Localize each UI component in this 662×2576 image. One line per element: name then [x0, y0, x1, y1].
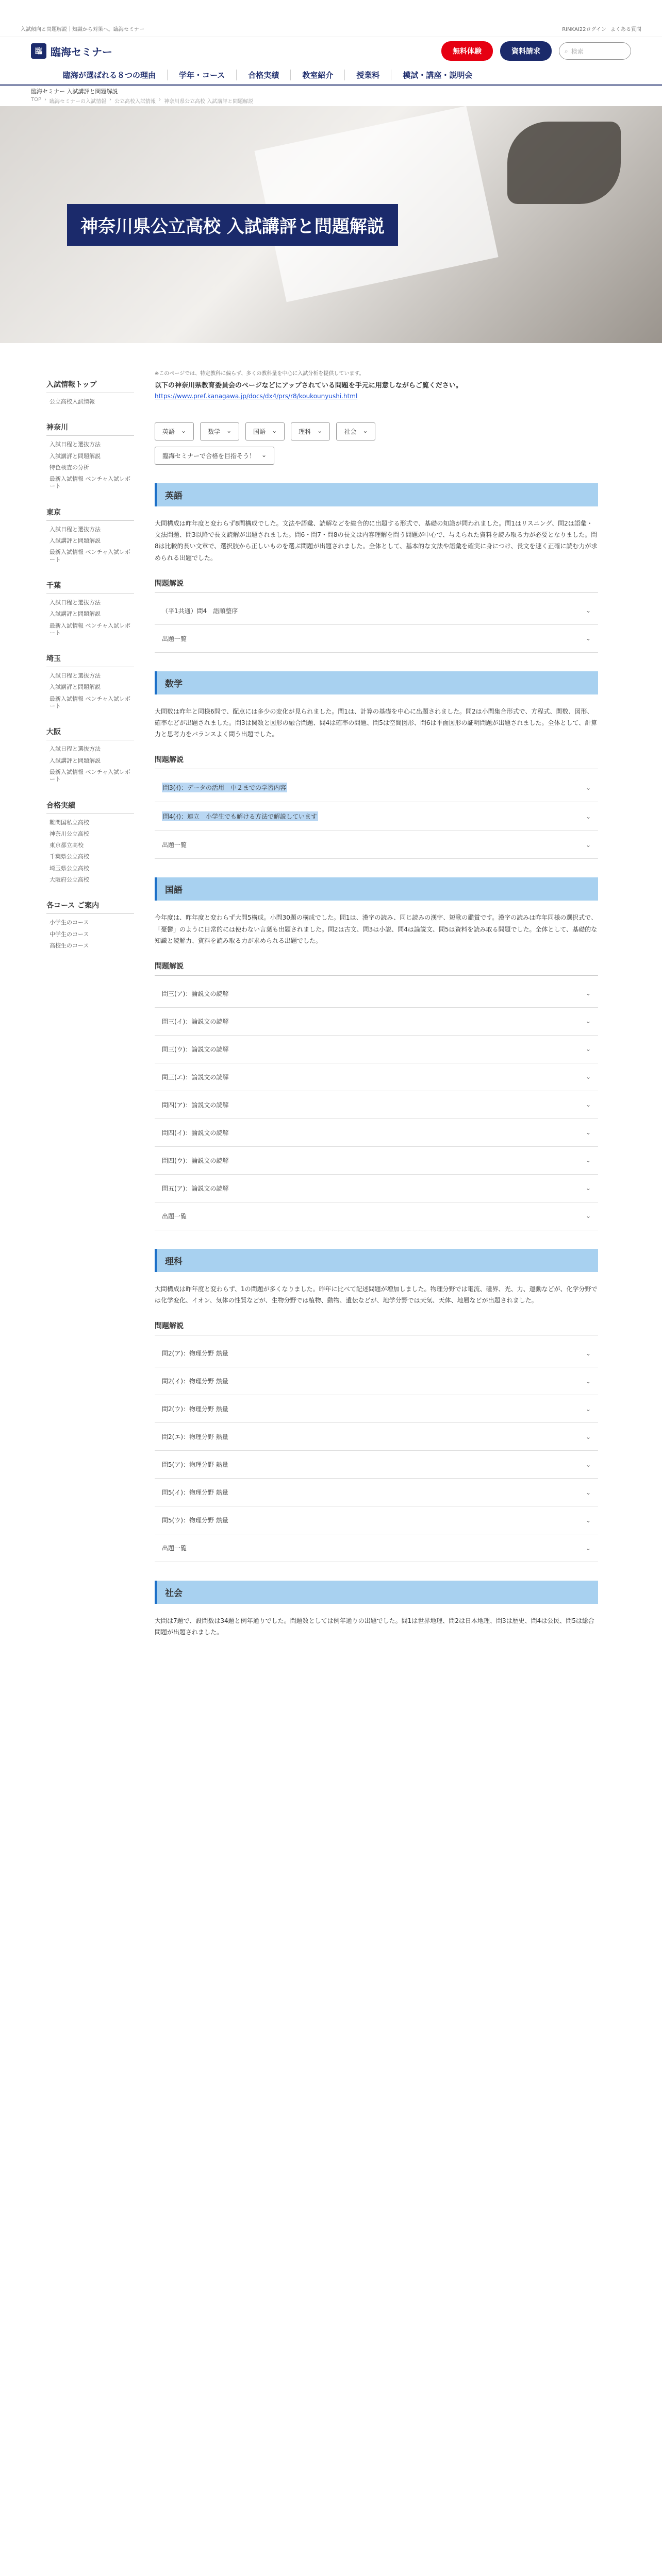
hero-title: 神奈川県公立高校 入試講評と問題解説 — [67, 204, 398, 246]
chevron-down-icon: ⌄ — [585, 1101, 591, 1109]
breadcrumb-item: 神奈川県公立高校 入試講評と問題解説 — [164, 99, 254, 105]
hero-dark-image — [507, 122, 621, 204]
login-link[interactable]: RINKAI22ログイン — [562, 27, 606, 32]
sidebar-item[interactable]: 入試日程と選抜方法 — [49, 599, 101, 606]
sidebar-item[interactable]: 東京都立高校 — [49, 842, 84, 849]
sidebar-item[interactable]: 公立高校入試情報 — [49, 398, 95, 405]
accordion-item[interactable]: 問2(ウ)：物理分野 熱量 ⌄ — [155, 1395, 598, 1423]
search-icon: ⌕ — [565, 47, 568, 55]
subject-btn-math[interactable]: 数学 ⌄ — [200, 422, 239, 440]
chevron-down-icon: ⌄ — [585, 1018, 591, 1025]
chevron-down-icon: ⌄ — [585, 1157, 591, 1164]
chevron-down-icon: ⌄ — [585, 1073, 591, 1081]
accordion-item[interactable]: 問3(ｲ)：データの活用 中２までの学習内容 ⌄ — [155, 773, 598, 802]
intro-text: 以下の神奈川県教育委員会のページなどにアップされている問題を手元に用意しながらご覧ください。 — [155, 382, 462, 389]
site-logo[interactable] — [31, 43, 112, 59]
chevron-down-icon: ⌄ — [585, 1212, 591, 1220]
sidebar-item[interactable]: 最新入試情報 ベンチャ入試レポート — [49, 695, 131, 710]
section-heading-japanese: 国語 — [155, 877, 598, 901]
sidebar-item[interactable]: 最新入試情報 ベンチャ入試レポート — [49, 622, 131, 636]
sidebar-item[interactable]: 特色検査の分析 — [49, 464, 89, 471]
breadcrumb-item[interactable]: 臨海セミナーの入試情報 — [49, 99, 107, 105]
accordion-item[interactable]: 問四(ア)：論説文の読解 ⌄ — [155, 1091, 598, 1119]
accordion-item[interactable]: 出題一覧 ⌄ — [155, 1534, 598, 1562]
sidebar-item[interactable]: 入試講評と問題解説 — [49, 611, 101, 618]
chevron-down-icon: ⌄ — [585, 607, 591, 615]
nav-events[interactable]: 模試・講座・説明会 — [403, 70, 473, 80]
accordion-item[interactable]: 問三(エ)：論説文の読解 ⌄ — [155, 1063, 598, 1091]
chevron-down-icon: ⌄ — [585, 1184, 591, 1192]
accordion-item[interactable]: （平1共通）問4 語順整序 ⌄ — [155, 597, 598, 625]
accordion-item[interactable]: 問5(ウ)：物理分野 熱量 ⌄ — [155, 1506, 598, 1534]
japanese-paragraph: 今年度は、昨年度と変わらず大問5構成。小問30題の構成でした。問1は、漢字の読み、同じ読みの漢字、短歌の鑑賞です。漢字の読みは昨年同様の選択式で、「憂鬱」のように日常的には使わない言葉も出題されました。問2は古文、問3は小説、問4は論説文、問5は資料を読み取る問題でした。全体として、基礎的な知識と読解力、資料を読み取る力が求められる出題でした。 — [155, 914, 598, 944]
accordion-item[interactable]: 問2(ア)：物理分野 熱量 ⌄ — [155, 1340, 598, 1367]
sidebar-group — [46, 726, 134, 785]
free-trial-button[interactable]: 無料体験 — [441, 41, 493, 61]
chevron-down-icon: ⌄ — [585, 1377, 591, 1385]
chevron-down-icon: ⌄ — [317, 427, 323, 434]
logo-icon: 臨 — [31, 43, 46, 59]
accordion-item[interactable]: 問4(ｲ)：連立 小学生でも解ける方法で解説しています ⌄ — [155, 802, 598, 831]
nav-tuition[interactable]: 授業料 — [345, 70, 391, 80]
sidebar-head[interactable]: 大阪 — [46, 726, 134, 740]
sidebar-item[interactable]: 入試講評と問題解説 — [49, 684, 101, 691]
accordion-item[interactable]: 出題一覧 ⌄ — [155, 1202, 598, 1230]
chevron-down-icon: ⌄ — [585, 1488, 591, 1496]
chevron-down-icon: ⌄ — [585, 1045, 591, 1053]
board-link[interactable]: https://www.pref.kanagawa.jp/docs/dx4/prs/r8/koukounyushi.html — [155, 393, 358, 400]
section-heading-english: 英語 — [155, 483, 598, 506]
accordion-item[interactable]: 問三(イ)：論説文の読解 ⌄ — [155, 1008, 598, 1036]
sidebar-item[interactable]: 最新入試情報 ベンチャ入試レポート — [49, 476, 131, 490]
chevron-down-icon: ⌄ — [585, 635, 591, 642]
section-heading-science: 理科 — [155, 1249, 598, 1272]
aim-pass-button[interactable]: 臨海セミナーで合格を目指そう！ ⌄ — [155, 447, 274, 465]
chevron-down-icon: ⌄ — [585, 812, 591, 820]
section-heading-math: 数学 — [155, 671, 598, 694]
sidebar-head[interactable]: 千葉 — [46, 580, 134, 594]
sidebar-item[interactable]: 埼玉県公立高校 — [49, 865, 89, 872]
subject-btn-english[interactable]: 英語 ⌄ — [155, 422, 194, 440]
subject-btn-social[interactable]: 社会 ⌄ — [336, 422, 375, 440]
hero-banner — [0, 106, 662, 343]
breadcrumb-item[interactable]: 公立高校入試情報 — [114, 99, 156, 105]
nav-reasons[interactable]: 臨海が選ばれる８つの理由 — [52, 70, 168, 80]
sidebar-group — [46, 379, 134, 408]
subject-buttons — [155, 422, 598, 440]
subject-btn-japanese[interactable]: 国語 ⌄ — [245, 422, 285, 440]
sidebar-item[interactable]: 高校生のコース — [49, 942, 89, 949]
social-paragraph: 大問は7題で、設問数は34題と例年通りでした。問題数としては例年通りの出題でした。問1は世界地理、問2は日本地理、問3は歴史、問4は公民、問5は総合問題が出題されました。 — [155, 1617, 594, 1636]
chevron-down-icon: ⌄ — [585, 1461, 591, 1468]
math-paragraph: 大問数は昨年と同様6問で、配点には多少の変化が見られました。問1は、計算の基礎を中心に出題されました。問2は小問集合形式で、方程式、関数、図形、確率などが出題されました。問3は関数と図形の融合問題、問4は確率の問題、問5は空間図形、問6は平面図形の証明問題が出題されました。全体として、計算力と思考力をバランスよく問う出題でした。 — [155, 707, 598, 738]
sidebar-item[interactable]: 大阪府公立高校 — [49, 876, 89, 884]
breadcrumb: 臨海セミナー 入試講評と問題解説 TOP › 臨海セミナーの入試情報 › 公立高校入試情報 › 神奈川県公立高校 入試講評と問題解説 — [0, 86, 662, 106]
chevron-down-icon: ⌄ — [585, 1516, 591, 1524]
site-header — [0, 37, 662, 65]
sidebar — [46, 369, 134, 1653]
chevron-down-icon: ⌄ — [362, 427, 368, 434]
sidebar-head[interactable]: 東京 — [46, 507, 134, 521]
sidebar-item[interactable]: 入試日程と選抜方法 — [49, 526, 101, 533]
sidebar-head[interactable]: 各コース ご案内 — [46, 900, 134, 914]
sidebar-head[interactable]: 入試情報トップ — [46, 379, 134, 393]
chevron-down-icon: ⌄ — [585, 841, 591, 849]
sidebar-group — [46, 580, 134, 639]
chevron-down-icon: ⌄ — [585, 1405, 591, 1413]
chevron-down-icon: ⌄ — [226, 427, 232, 434]
accordion-item[interactable]: 問三(ウ)：論説文の読解 ⌄ — [155, 1036, 598, 1063]
sidebar-item[interactable]: 千葉県公立高校 — [49, 853, 89, 860]
science-paragraph: 大問構成は昨年度と変わらず、1の問題が多くなりました。昨年に比べて記述問題が増加しました。物理分野では電流、磁界、光、力、運動などが、化学分野では化学変化、イオン、気体の性質などが、生物分野では植物、動物、遺伝などが、地学分野では天気、天体、地層などが出題されました。 — [155, 1285, 598, 1304]
accordion-item[interactable]: 問四(イ)：論説文の読解 ⌄ — [155, 1119, 598, 1147]
sidebar-group — [46, 800, 134, 886]
section-heading-social: 社会 — [155, 1581, 598, 1604]
search-placeholder: 検索 — [571, 47, 584, 55]
sidebar-group — [46, 900, 134, 952]
sidebar-item[interactable]: 神奈川公立高校 — [49, 830, 89, 837]
english-subhead: 問題解説 — [155, 578, 598, 593]
tagline-bar — [0, 21, 662, 37]
chevron-down-icon: ⌄ — [585, 784, 591, 791]
accordion-item[interactable]: 問5(イ)：物理分野 熱量 ⌄ — [155, 1479, 598, 1506]
chevron-down-icon: ⌄ — [585, 1349, 591, 1357]
breadcrumb-title: 臨海セミナー 入試講評と問題解説 — [31, 88, 118, 95]
sidebar-item[interactable]: 中学生のコース — [49, 930, 89, 938]
sidebar-item[interactable]: 入試日程と選抜方法 — [49, 672, 101, 680]
english-paragraph: 大問構成は昨年度と変わらず8問構成でした。文法や語彙、読解などを総合的に出題する形式で、基礎の知識が問われました。問1はリスニング、問2は語彙・文法問題、問3以降で長文読解が出題されました。問6・問7・問8の長文は内容理解を問う問題が中心で、与えられた資料を読み取る力が必要となりました。問8は比較的長い文章で、選択肢から正しいものを選ぶ問題が出題されました。全体として、基本的な文法や語彙を確実に身につけ、長文を速く正確に読む力が求められる出題でした。 — [155, 520, 598, 562]
accordion-item[interactable]: 問五(ア)：論説文の読解 ⌄ — [155, 1175, 598, 1202]
sidebar-item[interactable]: 小学生のコース — [49, 919, 89, 926]
article-content — [155, 369, 598, 1653]
sidebar-item[interactable]: 最新入試情報 ベンチャ入試レポート — [49, 768, 131, 783]
nav-results[interactable]: 合格実績 — [237, 70, 291, 80]
tagline-text: 入試傾向と問題解説｜知識から対策へ。臨海セミナー — [21, 27, 144, 32]
breadcrumb-item[interactable]: TOP — [31, 97, 42, 103]
accordion-item[interactable]: 問三(ア)：論説文の読解 ⌄ — [155, 980, 598, 1008]
sidebar-item[interactable]: 最新入試情報 ベンチャ入試レポート — [49, 549, 131, 563]
sidebar-group — [46, 422, 134, 492]
chevron-down-icon: ⌄ — [585, 1544, 591, 1552]
search-box[interactable] — [559, 42, 631, 60]
sidebar-item[interactable]: 入試日程と選抜方法 — [49, 441, 101, 448]
science-subhead: 問題解説 — [155, 1320, 598, 1335]
sidebar-item[interactable]: 入試講評と問題解説 — [49, 452, 101, 460]
accordion-item[interactable]: 問2(イ)：物理分野 熱量 ⌄ — [155, 1367, 598, 1395]
sidebar-group — [46, 507, 134, 566]
sidebar-item[interactable]: 難関国私立高校 — [49, 819, 89, 826]
request-docs-button[interactable]: 資料請求 — [500, 41, 552, 61]
chevron-down-icon: ⌄ — [272, 427, 277, 434]
japanese-subhead: 問題解説 — [155, 961, 598, 976]
chevron-down-icon: ⌄ — [181, 427, 187, 434]
chevron-down-icon: ⌄ — [585, 990, 591, 997]
nav-courses[interactable]: 学年・コース — [168, 70, 237, 80]
sidebar-head[interactable]: 合格実績 — [46, 800, 134, 814]
math-subhead: 問題解説 — [155, 754, 598, 769]
sidebar-item[interactable]: 入試講評と問題解説 — [49, 537, 101, 545]
sidebar-head[interactable]: 神奈川 — [46, 422, 134, 436]
faq-link[interactable]: よくある質問 — [610, 27, 641, 32]
top-strip — [0, 0, 662, 21]
accordion-item[interactable]: 問5(ア)：物理分野 熱量 ⌄ — [155, 1451, 598, 1479]
accordion-item[interactable]: 出題一覧 ⌄ — [155, 625, 598, 653]
accordion-item[interactable]: 出題一覧 ⌄ — [155, 831, 598, 859]
logo-text: 臨海セミナー — [51, 45, 112, 58]
accordion-item[interactable]: 問四(ウ)：論説文の読解 ⌄ — [155, 1147, 598, 1175]
main-layout — [0, 343, 662, 1653]
page-note: ※このページでは、特定教科に偏らず、多くの教科量を中心に入試分析を提供しています。 — [155, 371, 365, 377]
sidebar-item[interactable]: 入試講評と問題解説 — [49, 757, 101, 764]
subject-btn-science[interactable]: 理科 ⌄ — [291, 422, 330, 440]
sidebar-item[interactable]: 入試日程と選抜方法 — [49, 745, 101, 753]
sidebar-group — [46, 653, 134, 712]
chevron-down-icon: ⌄ — [261, 451, 267, 459]
main-nav — [0, 65, 662, 86]
sidebar-head[interactable]: 埼玉 — [46, 653, 134, 667]
chevron-down-icon: ⌄ — [585, 1129, 591, 1137]
accordion-item[interactable]: 問2(エ)：物理分野 熱量 ⌄ — [155, 1423, 598, 1451]
nav-classrooms[interactable]: 教室紹介 — [291, 70, 345, 80]
chevron-down-icon: ⌄ — [585, 1433, 591, 1440]
